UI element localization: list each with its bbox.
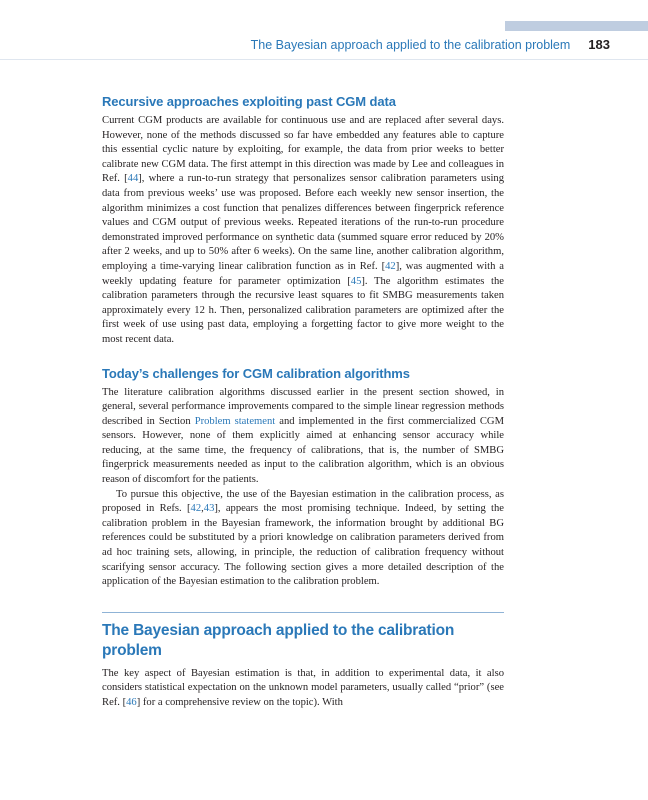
paragraph: The literature calibration algorithms discussed earlier in the present section showed, in general, several performance improvements compared to the simple linear regression methods described in Section Problem statement and implemented in the first commercialized CGM sensors. However, none of them explicitly aimed at enhancing sensor accuracy while reducing, at the same time, the frequency of calibrations, that is, the number of SMBG fingerprick measurements needed as input to the calibration algorithm, which is an obvious reason of discomfort for the patients. xyxy=(102,386,505,486)
section-recursive-approaches xyxy=(102,94,504,348)
running-header xyxy=(0,36,610,54)
section-todays-challenges xyxy=(102,366,504,590)
citation-link[interactable]: 44 xyxy=(127,173,139,185)
citation-link[interactable]: 46 xyxy=(126,697,137,708)
header-accent-bar xyxy=(505,21,648,31)
section-heading: Recursive approaches exploiting past CGM data xyxy=(102,94,396,109)
paragraph: Current CGM products are available for continuous use and are replaced after several days. However, none of the methods discussed so far have embedded any features able to capture this essential cyclic nature by exploiting, for example, the data from prior weeks to better calibrate new CGM data. The first attempt in this direction was made by Lee and colleagues in Ref. [44], where a run-to-run strategy that personalizes sensor calibration parameters using data from previous weeks’ use was proposed. Before each weekly new sensor insertion, the algorithm minimizes a cost function that penalizes differences between fingerprick reference values and CGM output of previous weeks. Repeated iterations of the run-to-run procedure demonstrated improved performance on synthetic data (summed square error reduced by 20% after 2 weeks, and up to 50% after 6 weeks). On the same line, another calibration algorithm, employing a time-varying linear calibration function as in Ref. [42], was augmented with a weekly updating feature for parameter optimization [45]. The algorithm estimates the calibration parameters through the recursive least squares to fit SMBG measurements taken approximately every 12 h. Then, personalized calibration parameters are optimized after the first week of use using past data, employing a forgetting factor to give more weight to the most recent data. xyxy=(102,115,505,345)
paragraph: The key aspect of Bayesian estimation is that, in addition to experimental data, it also considers statistical expectation on the unknown model parameters, usually called “prior” (see Ref. [46] for a comprehensive review on the topic). With xyxy=(102,667,504,708)
section-divider xyxy=(102,612,504,613)
page-number: 183 xyxy=(588,37,610,52)
running-title: The Bayesian approach applied to the calibration problem xyxy=(250,38,571,52)
section-link[interactable]: Problem statement xyxy=(194,415,276,427)
citation-link[interactable]: 43 xyxy=(203,503,215,515)
paragraph: To pursue this objective, the use of the Bayesian estimation in the calibration process, as proposed in Refs. [42,43], appears the most promising technique. Indeed, by setting the calibration problem in the Bayesian framework, the information brought by additional BG references could be substituted by a priori knowledge on calibration parameters derived from ad hoc training sets, allowing, in principle, the reduction of calibration frequency without scarifying sensor accuracy. The following section gives a more detailed description of the application of the Bayesian estimation to the calibration problem. xyxy=(102,488,504,588)
section-bayesian-approach xyxy=(102,621,504,711)
page-content xyxy=(102,94,504,711)
header-rule xyxy=(0,59,648,60)
citation-link[interactable]: 45 xyxy=(350,275,362,287)
section-heading: Today’s challenges for CGM calibration algorithms xyxy=(102,365,410,381)
section-heading: The Bayesian approach applied to the calibration problem xyxy=(102,621,455,659)
citation-link[interactable]: 42 xyxy=(190,503,202,515)
citation-link[interactable]: 42 xyxy=(385,260,396,272)
